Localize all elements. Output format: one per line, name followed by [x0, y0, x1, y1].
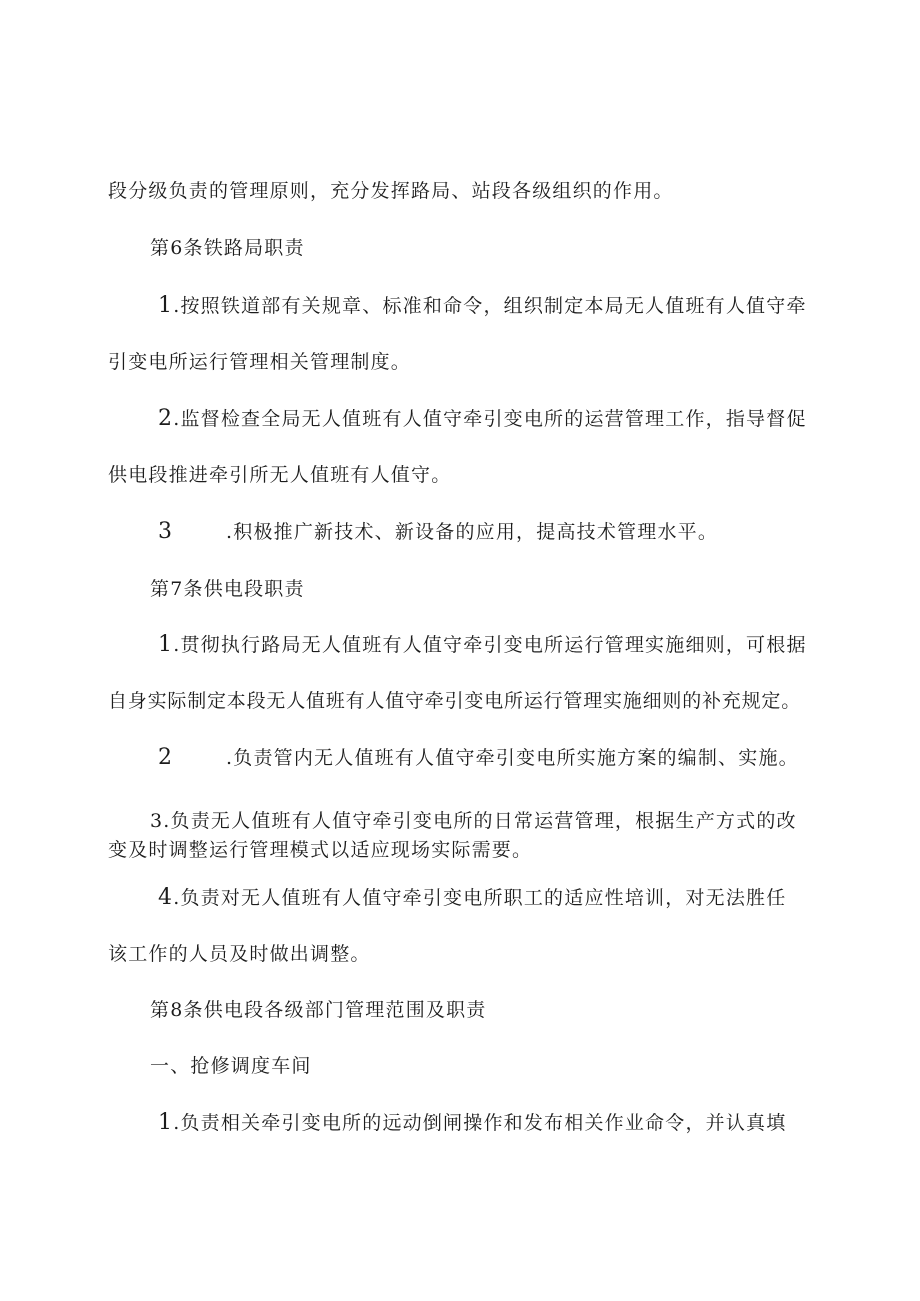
item-number: 3	[158, 519, 174, 544]
line-text: .负责相关牵引变电所的远动倒闸操作和发布相关作业命令，并认真填	[173, 1112, 787, 1134]
list-item	[158, 886, 786, 910]
paragraph-line	[108, 350, 411, 374]
section-heading	[150, 1054, 312, 1078]
line-text: 供电段推进牵引所无人值班有人值守。	[108, 464, 452, 486]
paragraph-line	[108, 838, 532, 862]
item-number: 1	[158, 293, 174, 318]
line-text: 第7条供电段职责	[150, 578, 305, 600]
list-item	[158, 633, 807, 657]
article-heading	[150, 577, 305, 601]
line-text: 变及时调整运行管理模式以适应现场实际需要。	[108, 839, 533, 861]
line-text: .监督检查全局无人值班有人值守牵引变电所的运营管理工作，指导督促	[173, 408, 807, 430]
line-text: .负责管内无人值班有人值守牵引变电所实施方案的编制、实施。	[226, 747, 799, 769]
line-text: 自身实际制定本段无人值班有人值守牵引变电所运行管理实施细则的补充规定。	[108, 690, 802, 712]
item-number: 1	[158, 1110, 174, 1135]
item-number: 2	[158, 745, 174, 770]
list-item	[158, 520, 718, 544]
line-text: 该工作的人员及时做出调整。	[108, 943, 371, 965]
list-item	[158, 407, 807, 431]
paragraph-line	[108, 942, 371, 966]
line-text: .负责对无人值班有人值守牵引变电所职工的适应性培训，对无法胜任	[173, 887, 787, 909]
paragraph-line	[108, 179, 674, 203]
line-text: .贯彻执行路局无人值班有人值守牵引变电所运行管理实施细则，可根据	[173, 634, 807, 656]
item-number: 4	[158, 885, 174, 910]
line-text: 第6条铁路局职责	[150, 237, 305, 259]
line-text: 段分级负责的管理原则，充分发挥路局、站段各级组织的作用。	[108, 180, 674, 202]
line-text: 第8条供电段各级部门管理范围及职责	[150, 999, 487, 1021]
item-number: 1	[158, 632, 174, 657]
line-text: 3.负责无人值班有人值守牵引变电所的日常运营管理，根据生产方式的改	[150, 810, 797, 832]
list-item	[158, 1111, 786, 1135]
list-item	[150, 809, 797, 833]
paragraph-line	[108, 689, 801, 713]
article-heading	[150, 236, 305, 260]
line-text: .积极推广新技术、新设备的应用，提高技术管理水平。	[226, 521, 719, 543]
line-text: 一、抢修调度车间	[150, 1055, 312, 1077]
list-item	[158, 294, 807, 318]
paragraph-line	[108, 463, 451, 487]
list-item	[158, 746, 799, 770]
line-text: .按照铁道部有关规章、标准和命令，组织制定本局无人值班有人值守牵	[173, 295, 807, 317]
line-text: 引变电所运行管理相关管理制度。	[108, 351, 412, 373]
article-heading	[150, 998, 487, 1022]
item-number: 2	[158, 406, 174, 431]
